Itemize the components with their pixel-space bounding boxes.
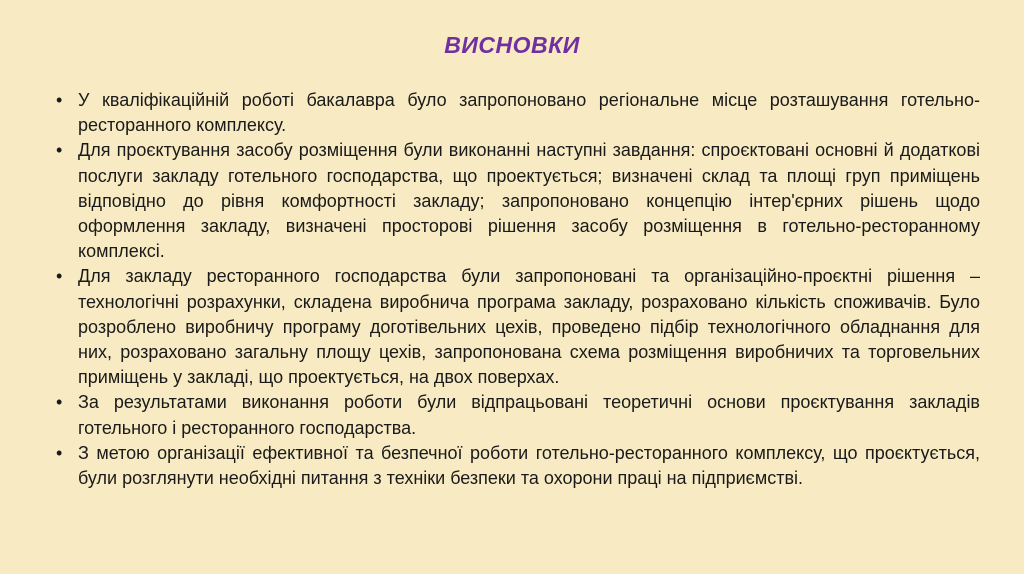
list-item-text: Для проєктування засобу розміщення були виконанні наступні завдання: спроєктовані основні й додаткові послуги закладу готельного господарства, що проектується; визначені склад та площі груп приміщень відповідно до рівня комфортності закладу; запропоновано концепцію інтер'єрних рішень щодо оформлення закладу, визначені просторові рішення засобу розміщення в готельно-ресторанному комплексі. xyxy=(78,140,980,262)
list-item-text: У кваліфікаційній роботі бакалавра було запропоновано регіональне місце розташування готельно-ресторанного комплексу. xyxy=(78,90,980,136)
slide-title: ВИСНОВКИ xyxy=(444,32,580,58)
list-item xyxy=(54,441,980,491)
list-item-text: За результатами виконання роботи були відпрацьовані теоретичні основи проєктування закладів готельного і ресторанного господарства. xyxy=(78,392,980,438)
list-item xyxy=(54,390,980,440)
list-item-text: Для закладу ресторанного господарства були запропоновані та організаційно-проєктні рішення – технологічні розрахунки, складена виробнича програма закладу, розраховано кількість споживачів. Було розроблено виробничу програму доготівельних цехів, проведено підбір технологічного обладнання для них, розраховано загальну площу цехів, запропонована схема розміщення виробничих та торговельних приміщень у закладі, що проектується, на двох поверхах. xyxy=(78,266,980,388)
list-item xyxy=(54,88,980,138)
list-item xyxy=(54,264,980,390)
bullet-icon: • xyxy=(56,266,63,287)
list-item-text: З метою організації ефективної та безпечної роботи готельно-ресторанного комплексу, що проєктується, були розглянути необхідні питання з техніки безпеки та охорони праці на підприємстві. xyxy=(78,442,980,489)
bullet-icon: • xyxy=(56,140,63,161)
bullet-icon: • xyxy=(56,392,63,413)
list-item xyxy=(54,138,980,264)
bullet-icon: • xyxy=(56,90,63,110)
conclusions-list xyxy=(54,88,980,491)
bullet-icon: • xyxy=(56,442,63,463)
